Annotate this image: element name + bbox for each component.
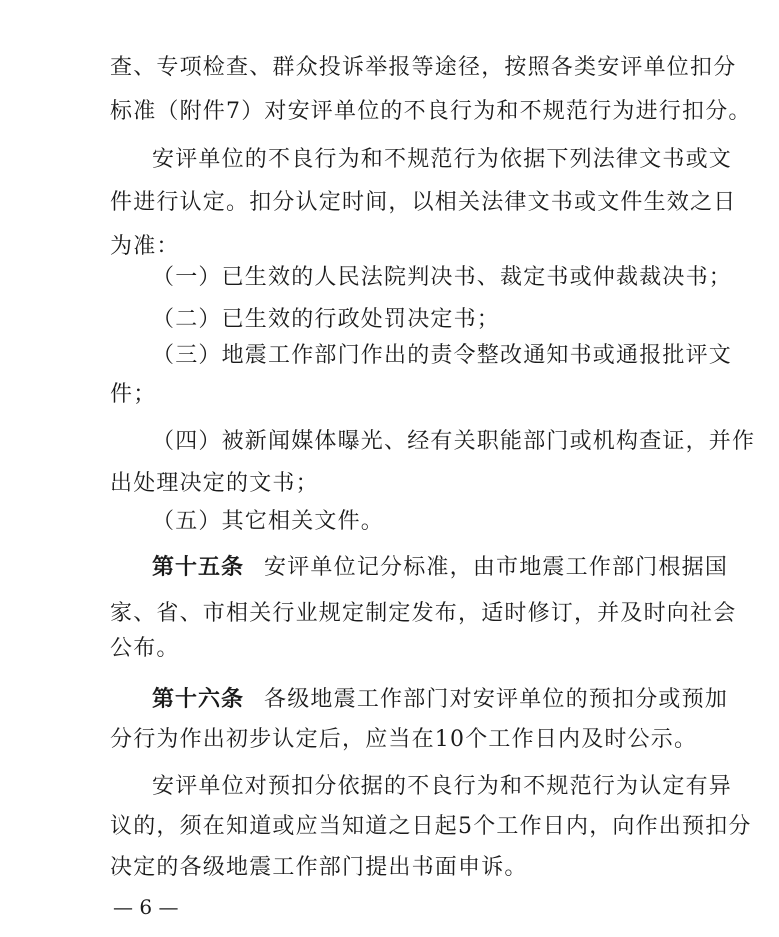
article-16 [152, 685, 729, 715]
text-line: 标准（附件7）对安评单位的不良行为和不规范行为进行扣分。 [110, 99, 752, 124]
text-line: 公布。 [110, 636, 180, 661]
article-15 [152, 553, 729, 583]
text-line: 分行为作出初步认定后，应当在10个工作日内及时公示。 [110, 727, 698, 752]
article-text: 安评单位记分标准，由市地震工作部门根据国 [264, 555, 729, 580]
text-line: 为准： [110, 234, 180, 259]
list-item: （四）被新闻媒体曝光、经有关职能部门或机构查证，并作 [152, 429, 756, 454]
list-item: （三）地震工作部门作出的责令整改通知书或通报批评文 [152, 343, 733, 368]
text-line: 议的，须在知道或应当知道之日起5个工作日内，向作出预扣分 [110, 814, 752, 839]
text-line: 安评单位对预扣分依据的不良行为和不规范行为认定有异 [152, 774, 733, 799]
list-item: （一）已生效的人民法院判决书、裁定书或仲裁裁决书； [152, 265, 733, 290]
text-line: 查、专项检查、群众投诉举报等途径，按照各类安评单位扣分 [110, 55, 737, 80]
text-line: 家、省、市相关行业规定制定发布，适时修订，并及时向社会 [110, 601, 737, 626]
text-line: 件； [110, 382, 157, 407]
text-line: 决定的各级地震工作部门提出书面申诉。 [110, 855, 528, 880]
list-item: （二）已生效的行政处罚决定书； [152, 307, 501, 332]
article-text: 各级地震工作部门对安评单位的预扣分或预加 [264, 687, 729, 712]
text-line: 出处理决定的文书； [110, 471, 319, 496]
page-number: — 6 — [113, 895, 179, 919]
article-number: 第十五条 [152, 555, 245, 580]
text-line: 安评单位的不良行为和不规范行为依据下列法律文书或文 [152, 147, 733, 172]
article-number: 第十六条 [152, 687, 245, 712]
text-line: 件进行认定。扣分认定时间，以相关法律文书或文件生效之日 [110, 190, 737, 215]
list-item: （五）其它相关文件。 [152, 509, 385, 534]
